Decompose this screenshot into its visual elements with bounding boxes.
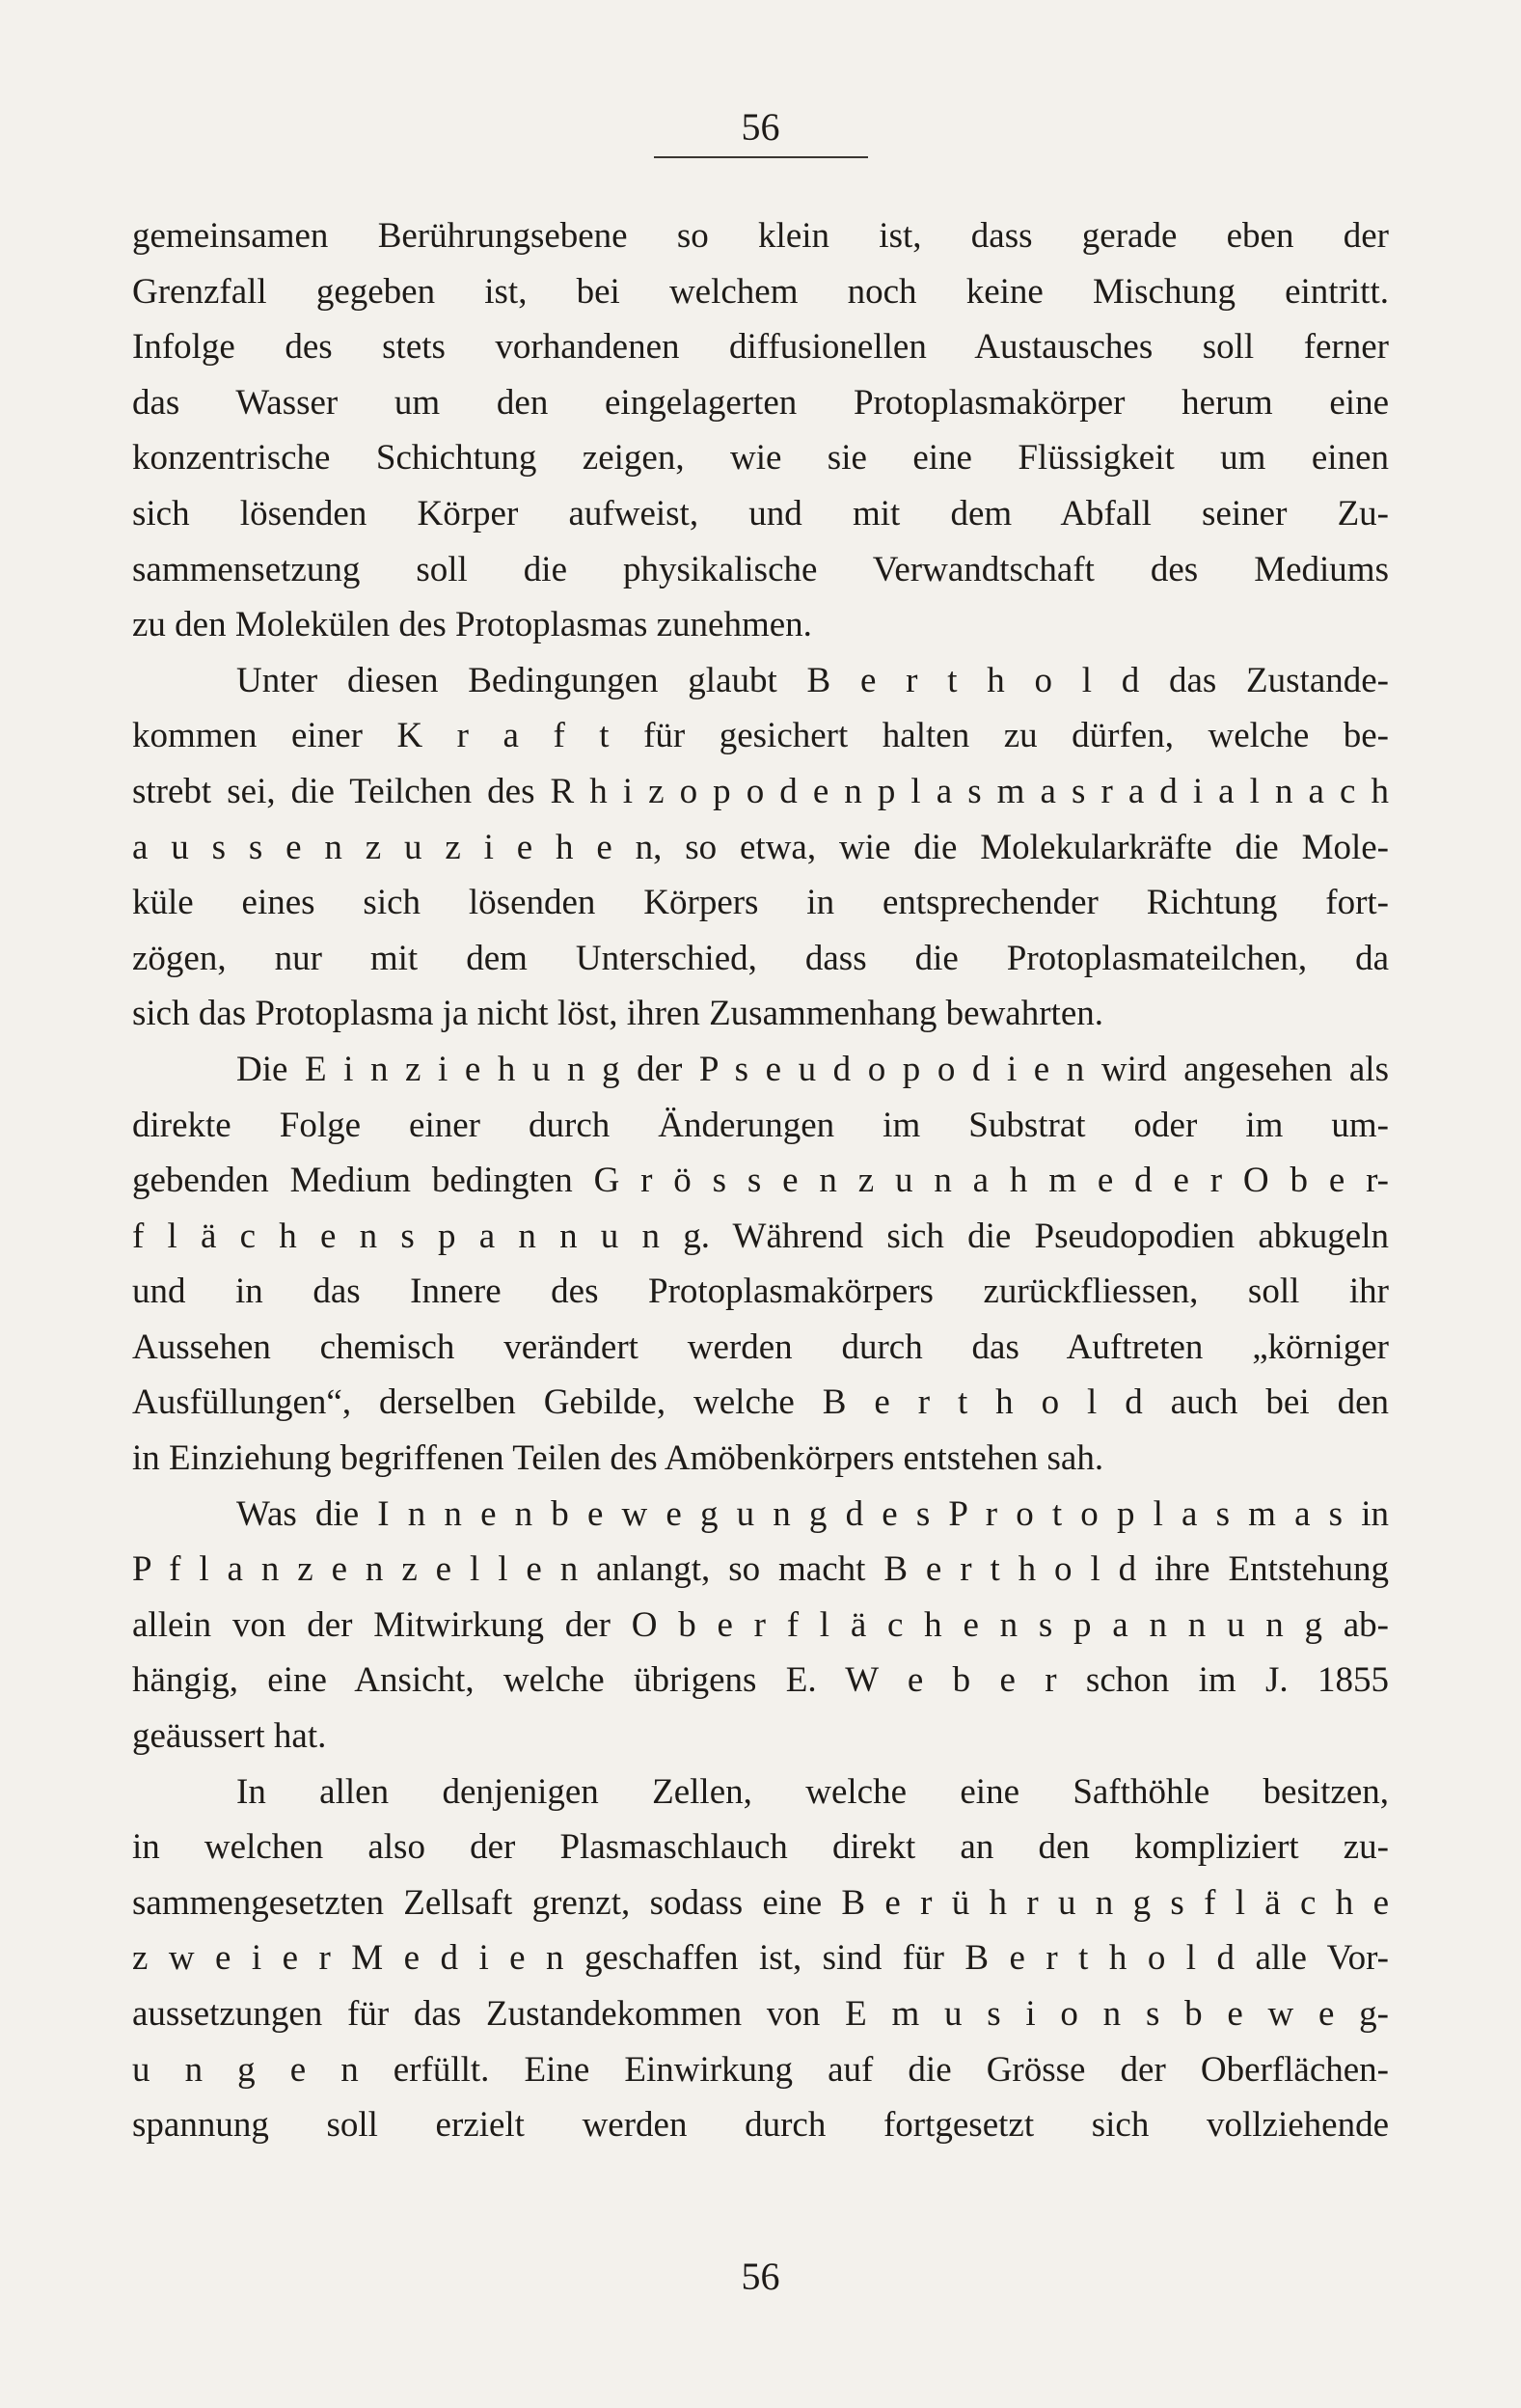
text-line: sammengesetzten Zellsaft grenzt, sodass eine B e r ü h r u n g s f l ä c h e [132, 1882, 1389, 1923]
text-line: aussetzungen für das Zustandekommen von E m u s i o n s b e w e g- [132, 1994, 1389, 2034]
text-line: sich das Protoplasma ja nicht löst, ihren Zusammenhang bewahrten. [132, 994, 1103, 1034]
page-number-top: 56 [741, 105, 780, 149]
page-number-bottom: 56 [741, 2255, 780, 2298]
header-rule [654, 156, 868, 158]
text-line: allein von der Mitwirkung der O b e r f l ä c h e n s p a n n u n g ab- [132, 1604, 1389, 1645]
text-line: in welchen also der Plasmaschlauch direkt an den kompliziert zu- [132, 1827, 1389, 1868]
text-line: kommen einer K r a f t für gesichert halten zu dürfen, welche be- [132, 716, 1389, 756]
text-line: a u s s e n z u z i e h e n, so etwa, wie die Molekularkräfte die Mole- [132, 827, 1389, 867]
text-line: zu den Molekülen des Protoplasmas zunehmen. [132, 605, 812, 645]
text-line: Was die I n n e n b e w e g u n g d e s P r o t o p l a s m a s in [236, 1493, 1389, 1534]
text-line: das Wasser um den eingelagerten Protoplasmakörper herum eine [132, 382, 1389, 423]
body-text [132, 208, 1389, 2153]
text-line: Grenzfall gegeben ist, bei welchem noch keine Mischung eintritt. [132, 271, 1389, 312]
text-line: sammensetzung soll die physikalische Verwandtschaft des Mediums [132, 549, 1389, 589]
text-line: f l ä c h e n s p a n n u n g. Während sich die Pseudopodien abkugeln [132, 1216, 1389, 1256]
text-line: zögen, nur mit dem Unterschied, dass die Protoplasmateilchen, da [132, 938, 1389, 978]
text-line: konzentrische Schichtung zeigen, wie sie eine Flüssigkeit um einen [132, 438, 1389, 479]
text-line: In allen denjenigen Zellen, welche eine Safthöhle besitzen, [236, 1771, 1389, 1812]
text-line: Ausfüllungen“, derselben Gebilde, welche B e r t h o l d auch bei den [132, 1382, 1389, 1423]
text-line: u n g e n erfüllt. Eine Einwirkung auf die Grösse der Oberflächen- [132, 2049, 1389, 2090]
text-line: Infolge des stets vorhandenen diffusionellen Austausches soll ferner [132, 327, 1389, 368]
text-line: gemeinsamen Berührungsebene so klein ist, dass gerade eben der [132, 216, 1389, 256]
text-line: Aussehen chemisch verändert werden durch das Auftreten „körniger [132, 1327, 1389, 1367]
text-line: geäussert hat. [132, 1716, 327, 1757]
text-line: direkte Folge einer durch Änderungen im Substrat oder im um- [132, 1105, 1389, 1145]
text-line: Unter diesen Bedingungen glaubt B e r t h o l d das Zustande- [236, 660, 1389, 700]
text-line: küle eines sich lösenden Körpers in entsprechender Richtung fort- [132, 883, 1389, 923]
text-line: z w e i e r M e d i e n geschaffen ist, sind für B e r t h o l d alle Vor- [132, 1938, 1389, 1979]
text-line: hängig, eine Ansicht, welche übrigens E. W e b e r schon im J. 1855 [132, 1660, 1389, 1701]
text-line: in Einziehung begriffenen Teilen des Amöbenkörpers entstehen sah. [132, 1438, 1104, 1479]
text-line: spannung soll erzielt werden durch fortgesetzt sich vollziehende [132, 2105, 1389, 2146]
text-line: strebt sei, die Teilchen des R h i z o p o d e n p l a s m a s r a d i a l n a c h [132, 771, 1389, 811]
text-line: sich lösenden Körper aufweist, und mit dem Abfall seiner Zu- [132, 493, 1389, 534]
text-line: Die E i n z i e h u n g der P s e u d o p o d i e n wird angesehen als [236, 1049, 1389, 1089]
text-line: gebenden Medium bedingten G r ö s s e n z u n a h m e d e r O b e r- [132, 1161, 1389, 1201]
text-line: P f l a n z e n z e l l e n anlangt, so macht B e r t h o l d ihre Entstehung [132, 1549, 1389, 1590]
text-line: und in das Innere des Protoplasmakörpers zurückfliessen, soll ihr [132, 1272, 1389, 1312]
